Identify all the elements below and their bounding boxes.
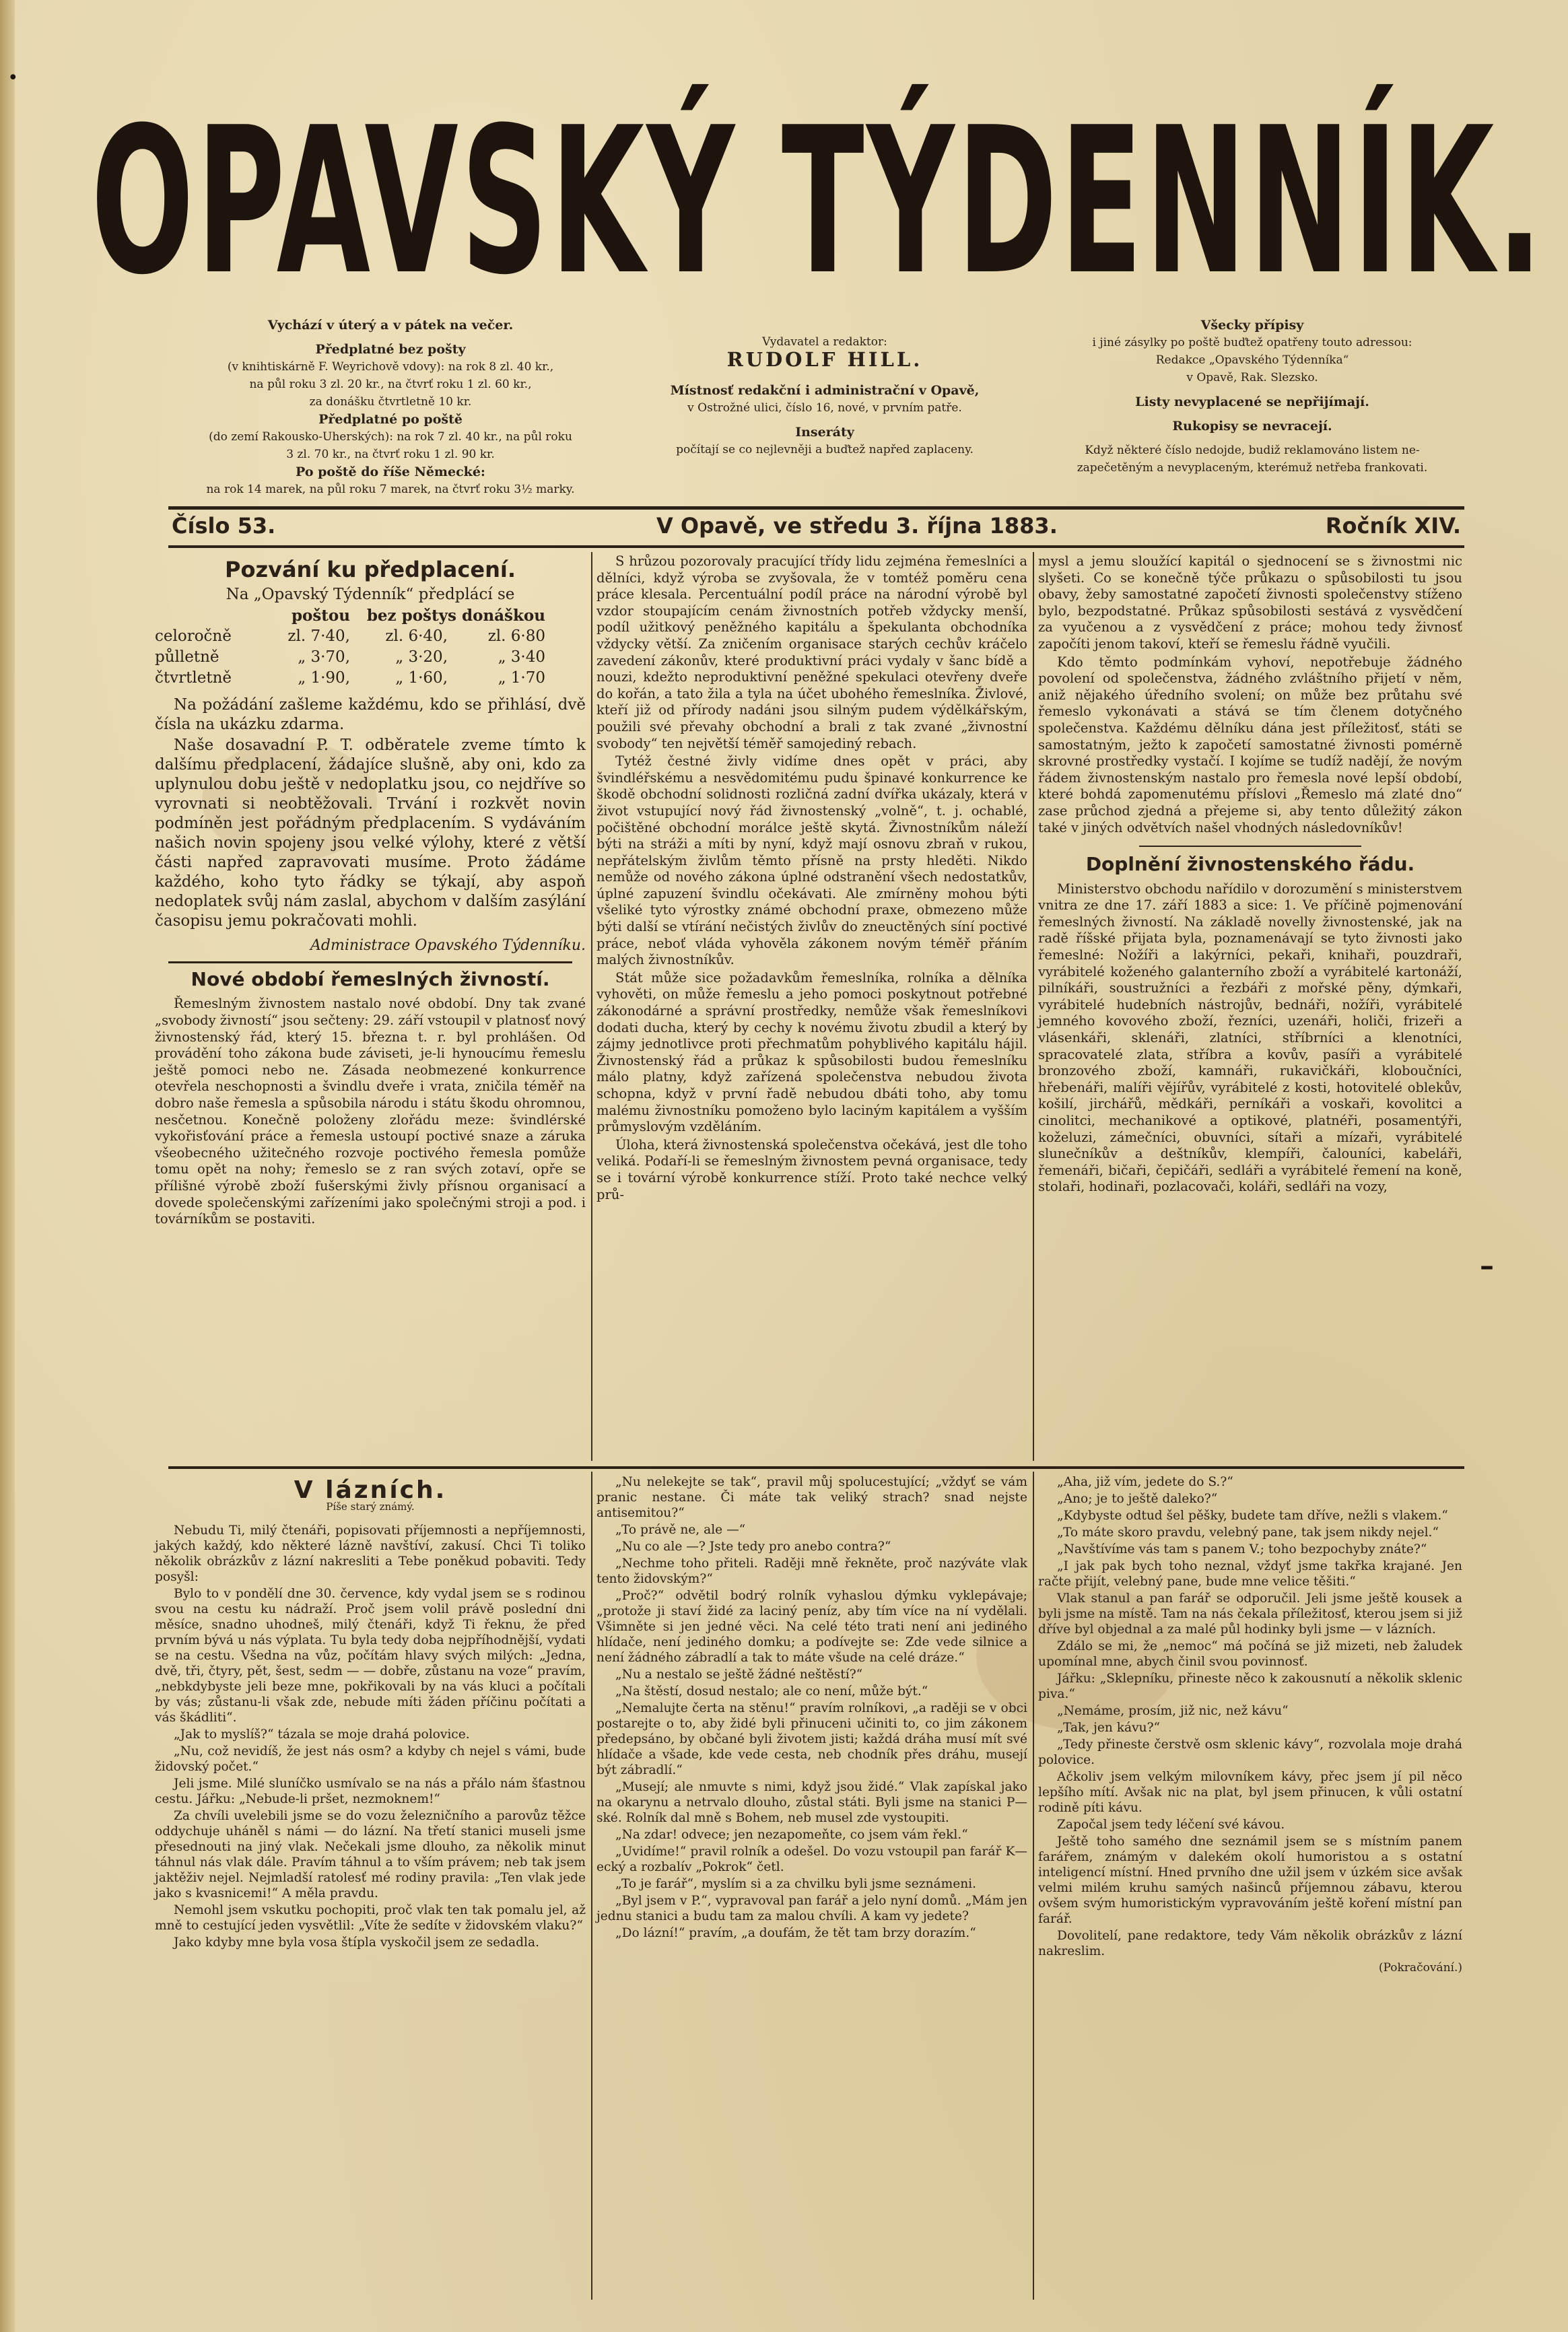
office-address: v Ostrožné ulici, číslo 16, nové, v prvním patře.	[687, 401, 962, 415]
schedule-text: Vychází v úterý a v pátek na večer.	[267, 318, 514, 333]
column-rule	[1033, 552, 1034, 1461]
margin-mark: ·	[8, 61, 18, 94]
paragraph: „I jak pak bych toho neznal, vždyť jsme takřka krajané. Jen račte přijít, velebný pane, bude mne velice těšiti.“	[1038, 1559, 1462, 1589]
paragraph: „Proč?“ odvětil bodrý rolník vyhaslou dýmku vyklepávaje; „protože ji staví židé za laciný peníz, aby tím více na ní vydělali. Všimněte si jen jedné věci. Na celé této trati není ani jediného hlídače, není jediného domku; a podívejte se: Zde vede silnice a není žádného zábradlí a tak to máte všude na celé dráze.“	[596, 1589, 1027, 1665]
feuilleton-column-2	[596, 1474, 1027, 1942]
subscription-intro: Na „Opavský Týdenník“ předplácí se	[226, 585, 515, 603]
claims-line: zapečetěným a nevyplaceným, kterémuž netřeba frankovati.	[1077, 461, 1428, 475]
paragraph: „Kdybyste odtud šel pěšky, budete tam dříve, nežli s vlakem.“	[1057, 1509, 1448, 1523]
paragraph: Tytéž čestné živly vidíme dnes opět v práci, aby švindléřskému a nesvědomitému pudu špinavé konkurrence ke škodě obchodní solidnosti rozličná zadní dvířka ukázaly, která v život vstupující nový řád živnostenský „volně“, t. j. ochablé, počištěné obchodní morálce ještě skytá. Živnostníkům náleží býti na stráži a míti by nyní, když mají osnovu zbraň v rukou, nepřátelským živlům těmto přísně na prsty hleděti. Nikdo nemůže od nového zákona úplné odstranění všech nedostatkův, úplné zapuzení švindlu očekávati. Ale zmírněny mohou býti všeliké tyto výrostky známé obchodní praxe, obmezeno může býti další se vtírání nečistých živlův do zneuctěných síní poctivé práce, neboť vláda vyhověla zákonem novým téměř přáním malých živnostníkův.	[596, 753, 1027, 968]
paragraph: Vlak stanul a pan farář se odporučil. Jeli jsme ještě kousek a byli jsme na místě. Tam na nás čekala příležitosť, kterou jsem si již dříve byl objednal a za malé půl hodinky byli jsme — v lázních.	[1038, 1591, 1462, 1637]
paragraph: Ještě toho samého dne seznámil jsem se s místním panem farářem, známým v dalekém okolí humoristou a s ostatní inteligencí místní. Hned prvního dne užil jsem v úzkém sice avšak velmi milém kruhu samých našinců příjemnou zábavu, kterou ovšem svým humoristickým vypravováním ještě koření místní pan farář.	[1038, 1834, 1462, 1926]
prices-heading: Předplatné bez pošty	[315, 342, 466, 357]
column-rule	[591, 1472, 592, 2300]
paragraph: „Ano; je to ještě daleko?“	[1057, 1492, 1218, 1506]
column-3	[1038, 553, 1462, 1197]
paragraph: Za chvíli uvelebili jsme se do vozu železničního a parovůz těžce oddychuje uháněl s námi — do lázní. Na třetí stanici museli jsme přesednouti na jiný vlak. Nečekali jsme dlouho, za několik minut táhnul nás vlak dále. Pravím táhnul a to vším právem; neb tak jsem jaktěživ nejel. Nejmladší ratolesť mé rodiny pravila: „Ten vlak jede jako s kvasnicemi!“ A měla pravdu.	[155, 1809, 586, 1900]
address-line: v Opavě, Rak. Slezsko.	[1186, 371, 1318, 384]
feuilleton-subtitle: Píše starý známý.	[326, 1501, 415, 1513]
paragraph: Na požádání zašleme každému, kdo se přihlásí, dvě čísla na ukázku zdarma.	[155, 696, 586, 734]
paragraph: „To právě ne, ale —“	[615, 1523, 746, 1537]
price-line: 3 zl. 70 kr., na čtvrť roku 1 zl. 90 kr.	[286, 448, 495, 461]
issue-line	[172, 513, 1461, 543]
paragraph: „Nechme toho přiteli. Raději mně řekněte, proč nazýváte vlak tento židovským?“	[596, 1556, 1027, 1586]
issue-number: Číslo 53.	[172, 513, 276, 539]
price-line: (v knihtiskárně F. Weyrichově vdovy): na rok 8 zl. 40 kr.,	[227, 360, 554, 374]
paragraph: Kdo těmto podmínkám vyhoví, nepotřebuje žádného povolení od společenstva, žádného zvláštního přijetí v něm, aniž nějakého úředního svolení; on může bez průtahu své řemeslo vykonávati a stává se tím členem dotyčného společenstva. Každému dělníku dána jest příležitosť, státi se samostatným, ježto k započetí samostatné živnosti pomérně skrovné prostředky vystačí. I kojíme se tudíž nadějí, že novým řádem živnostenským nastalo pro řemesla nové lepší období, které bohdá zapomenutému příslovi „Řemeslo má zlaté dno“ zase průchod zjedná a přejeme si, aby tento důležitý zákon také v jiných odvětvích našel vhodných následovníkův!	[1038, 654, 1462, 835]
claims-line: Když některé číslo nedojde, budiž reklamováno listem ne-	[1085, 444, 1420, 457]
price-line: (do zemí Rakousko-Uherských): na rok 7 zl. 40 kr., na půl roku	[209, 430, 572, 444]
price-line: na půl roku 3 zl. 20 kr., na čtvrť roku 1 zl. 60 kr.,	[249, 378, 532, 391]
paragraph: „To máte skoro pravdu, velebný pane, tak jsem nikdy nejel.“	[1057, 1525, 1439, 1540]
page-edge	[0, 0, 15, 2332]
feuilleton-column-3	[1038, 1474, 1462, 1976]
paragraph: „Tedy přineste čerstvě osm sklenic kávy“, rozvolala moje drahá polovice.	[1038, 1738, 1462, 1767]
issue-volume: Ročník XIV.	[1325, 513, 1461, 539]
publisher-info	[646, 333, 1003, 458]
column-2	[596, 553, 1027, 1204]
unpaid-notice: Listy nevyplacené se nepřijímají.	[1135, 395, 1369, 409]
paragraph: Dovolitelí, pane redaktore, tedy Vám několik obrázkův z lázní nakreslim.	[1038, 1929, 1462, 1958]
manuscripts-notice: Rukopisy se nevracejí.	[1172, 419, 1332, 434]
paragraph: mysl a jemu sloužící kapitál o sjednocení se s živnostmi nic slyšeti. Co se konečně týče průkazu o spůsobilosti tu jsou obavy, žeby samostatné započetí živnosti společenstvy stíženo bylo, bezpodstatné. Průkaz spůsobilosti sestává z vysvědčení za vyučenou a z vysvědčení z práce; mohou tedy živnosť započíti jenom takoví, kteří se řemeslu řádně vyučili.	[1038, 553, 1462, 652]
paragraph: „Aha, již vím, jedete do S.?“	[1057, 1475, 1233, 1489]
paragraph: Zdálo se mi, že „nemoc“ má počíná se již mizeti, neb žaludek upomínal mne, abych činil svou povinnosť.	[1038, 1639, 1462, 1669]
section-divider	[1139, 846, 1361, 847]
feuilleton-title: V lázních.	[294, 1476, 447, 1504]
price-table-row: půlletně „ 3·70, „ 3·20, „ 3·40	[155, 648, 545, 666]
column-rule	[591, 552, 592, 1461]
issue-date: V Opavě, ve středu 3. října 1883.	[656, 513, 1058, 539]
paragraph: „Nemáme, prosím, již nic, než kávu“	[1057, 1704, 1289, 1718]
publisher-label: Vydavatel a redaktor:	[762, 335, 887, 349]
paragraph: Ačkoliv jsem velkým milovníkem kávy, přec jsem jí pil něco lepšího mítí. Avšak nic na plat, byl jsem přinucen, k vůli ostatní rodině píti kávu.	[1038, 1770, 1462, 1815]
price-table-row: čtvrtletně „ 1·90, „ 1·60, „ 1·70	[155, 669, 545, 687]
section-divider	[168, 961, 572, 963]
paragraph: S hrůzou pozorovaly pracující třídy lidu zejména řemeslníci a dělníci, když výroba se zvyšovala, že v tomtéž poměru cena práce klesala. Percentuální podíl práce na národní výrobě byl vzdor stoupajícím cenám živnostních potřeb vždycky menší, podíl užitkový peněžného kapitálu a špekulanta obchodníka vždycky větší. Za zničením organisace starých cechův kráčelo zavedení zákonův, které produktivní práci vydaly v šanc bídě a nouzi, kdežto neproduktivní peněžné spekulaci otevřeny dveře do kořán, a tato žila a tyla na účet ubohého řemeslníka. Živlové, kteří již od přírody nadáni jsou silným pudem výdělkářským, použili své převahy obchodní a brali z tak zvané „živnostní svobody“ ten největší téměř samojediný rebach.	[596, 553, 1027, 751]
paragraph: „Na zdar! odvece; jen nezapomeňte, co jsem vám řekl.“	[615, 1828, 968, 1842]
article-headline: Nové období řemeslných živností.	[191, 967, 550, 990]
paragraph: Nemohl jsem vskutku pochopiti, proč vlak ten tak pomalu jel, až mně to cestující jeden vysvětlil: „Víte že sedíte v židovském vlaku?“	[155, 1903, 586, 1933]
paragraph: Stát může sice požadavkům řemeslníka, rolníka a dělníka vyhověti, on může řemeslu a jeho pomoci poskytnout potřebné zákonodárné a správní prostředky, nemůže však řemeslníkovi dodati ducha, který by cechy k novému životu zbudil a který by zájmy jednotlivce proti přechmatům pohyblivého kapitálu hájil. Živnostenský řád a průkaz k spůsobilosti budou řemeslníku málo platny, když zařízená společenstva nebudou života schopna, když v první řadě nebudou dbáti toho, aby tomu malému živnostníku pomoženo bylo laciným kapitálem a vyšším průmyslovým vzděláním.	[596, 969, 1027, 1135]
paragraph: „Uvidíme!“ pravil rolník a odešel. Do vozu vstoupil pan farář K—ecký a rozbalív „Pokrok“ četl.	[596, 1845, 1027, 1874]
paragraph: Úloha, která živnostenská společenstva očekává, jest dle toho veliká. Podaří-li se řemeslným živnostem pevná organisace, tedy se i tovární výrobě konkurrence stíží. Proto také nechce velký prů-	[596, 1136, 1027, 1202]
paragraph: „Na štěstí, dosud nestalo; ale co není, může být.“	[615, 1684, 928, 1699]
price-table-row: celoročně zl. 7·40, zl. 6·40, zl. 6·80	[155, 627, 545, 646]
continued-note: (Pokračování.)	[1378, 1961, 1462, 1975]
letters-line: i jiné zásylky po poště buďtež opatřeny touto adressou:	[1092, 336, 1412, 349]
price-line: za donášku čtvrtletně 10 kr.	[309, 395, 472, 409]
ads-heading: Inseráty	[795, 425, 854, 440]
column-rule	[1033, 1472, 1034, 2300]
paragraph: Bylo to v pondělí dne 30. července, kdy vydal jsem se s rodinou svou na cestu ku nádraží. Proč jsem volil právě poslední dni měsíce, snadno uhodneš, milý čtenáři, když Ti řeknu, že před prvním bývá u nás výplata. Tu byla tedy doba nejpříhodnější, vydati se na cestu. Všedna na vůz, počítám hlavy svých milých: „Jedna, dvě, tři, čtyry, pět, šest, sedm — — dobře, zůstanu na voze“ pravím, „nebkdybyste jeli beze mne, pokřikovali by na vás kluci a počítali by vás; zůstanu-li však zde, nebude míti žáden příčinu počítati a vás škádliti“.	[155, 1587, 586, 1725]
article-headline: Doplnění živnostenského řádu.	[1085, 853, 1415, 876]
column-1	[155, 557, 586, 1229]
header-rule	[168, 545, 1464, 548]
publisher-name: RUDOLF HILL.	[726, 348, 923, 371]
subscription-headline: Pozvání ku předplacení.	[225, 557, 516, 582]
paragraph: Naše dosavadní P. T. odběratele zveme tímto k dalšímu předplacení, žádajíce slušně, aby oni, kdo za uplynulou dobu ještě v nedoplatku jsou, co nejdříve so vyrovnati si neobtěžovali. Trvání i rozkvět novin podmíněn jest pořádným předplacením. S vydáváním našich novin spojeny jsou velké výlohy, které z větší části napřed zapravovati musíme. Proto žádáme každého, koho tyto řádky se týkají, aby aspoň nedoplatek svůj nám zaslal, abychom v dalším zasýlání časopisu jemu pokračovati mohli.	[155, 736, 586, 930]
office-heading: Místnosť redakční i administrační v Opavě,	[670, 383, 980, 398]
paragraph: Jako kdyby mne byla vosa štípla vyskočil jsem ze sedadla.	[174, 1935, 539, 1950]
paragraph: „Musejí; ale nmuvte s nimi, když jsou židé.“ Vlak zapískal jako na okarynu a netrvalo dlouho, zůstal státi. Byli jsme na stanici P—ské. Rolník dal mně s Bohem, neb musel zde vystoupiti.	[596, 1780, 1027, 1825]
postal-heading: Předplatné po poště	[318, 412, 463, 427]
price-table-header: poštou bez pošty s donáškou	[291, 607, 545, 625]
margin-mark: –	[1480, 1249, 1494, 1282]
correspondence-info	[1040, 316, 1464, 477]
letters-heading: Všecky přípisy	[1200, 318, 1304, 333]
paragraph: „Do lázní!“ pravím, „a doufám, že tět tam brzy dorazím.“	[615, 1926, 976, 1940]
germany-heading: Po poště do říše Německé:	[296, 465, 485, 479]
paragraph: Nebudu Ti, milý čtenáři, popisovati příjemnosti a nepříjemnosti, jakých každý, kdo některé lázně navštíví, zakusí. Chci Ti toliko několik obrázkův z lázní nakresliti a Tebe poněkud pobaviti. Tedy posyšl:	[155, 1523, 586, 1584]
masthead-title: OPAVSKÝ TÝDENNÍK.	[91, 84, 1545, 319]
address-line: Redakce „Opavského Týdenníka“	[1155, 353, 1349, 367]
paragraph: Započal jsem tedy léčení své kávou.	[1057, 1818, 1285, 1832]
feuilleton-column-1	[155, 1474, 586, 1952]
paragraph: „Nu, což nevidíš, že jest nás osm? a kdyby ch nejel s vámi, bude židovský počet.“	[155, 1744, 586, 1774]
subscription-info	[172, 316, 609, 498]
paragraph: Ministerstvo obchodu nařídilo v dorozumění s ministerstvem vnitra ze dne 17. září 1883 a sice: 1. Ve příčině pojmenování řemeslných živností. Na základě novelly živnostenské, jak na radě říšské přijata byla, poznamenávají se tyto živnosti jako řemeslné: Nožíři a lakýrníci, pekaři, knihaři, pouzdraři, vyrábitelé koženého galanterního zboží a vyrábitelé kartonáží, pilníkáři, soustružníci a řezbáři z mořské pěny, dýmkaři, vyrábitelé hudebních nástrojův, bednáři, nožíři, vyrábitelé jemného kovového zboží, řezníci, uzenáři, holiči, frizeři a vlásenkáři, sklenáři, zlatníci, stříbrníci a klenotníci, spracovatelé zlata, stříbra a kovův, pasíři a vyrábitelé bronzového zboží, kamnáři, rukavičkáři, kloboučníci, hřebenáři, malíři vějířův, vyrábitelé z kosti, hotovitelé oblekův, košilí, jirchářů, mědkáři, perníkáři a voskaři, kovolitci a cinolitci, mechanikové a optikové, platnéři, posamentýři, koželuzi, zámečníci, obuvníci, sítaři a mízaři, vyrábitelé slunečníkův a deštníkův, klempíři, čalouníci, kabeláři, řemenáři, bičaři, čepičáři, sedláři a vyrábitelé řemení na koně, stolaři, hodinaři, pozlacovači, koláři, sedláři na vozy,	[1038, 881, 1462, 1195]
paragraph: „Jak to myslíš?“ tázala se moje drahá polovice.	[174, 1727, 470, 1742]
paragraph: „Nu a nestalo se ještě žádné neštěstí?“	[615, 1668, 863, 1682]
paragraph: Jeli jsme. Milé sluníčko usmívalo se na nás a přálo nám šťastnou cestu. Jářku: „Nebude-li pršet, nezmoknem!“	[155, 1777, 586, 1806]
paragraph: „Nu co ale —? Jste tedy pro anebo contra?“	[615, 1540, 891, 1554]
paragraph: Řemeslným živnostem nastalo nové období. Dny tak zvané „svobody živností“ jsou sečteny: 29. září vstoupil v platnosť nový živnostenský řád, který 15. března t. r. byl prohlášen. Od provádění toho zákona bude záviseti, je-li hynoucímu řemeslu ještě pomoci nebo ne. Zásada neobmezené konkurrence otevřela neschopnosti a švindlu dveře i vrata, zničila téměř na dobro naše řemesla a spůsobila národu i státu škodu ohromnou, nesčetnou. Konečně položeny zlořádu meze: švindlérské vykořisťování práce a řemesla ustoupí poctivé snaze a záruka všeobecného užitečného rozvoje poctivého řemesla pomůže tomu opět na nohy; řemeslo se z ran svých zotaví, opře se přílišné výrobě zboží fušerskými živly přísnou organisací a dovede společenskými zařízeními jako společnými stroji a pod. i továrníkům se postaviti.	[155, 996, 586, 1227]
price-line: na rok 14 marek, na půl roku 7 marek, na čtvrť roku 3½ marky.	[206, 483, 575, 496]
ads-text: počítají se co nejlevněji a buďtež napřed zaplaceny.	[676, 443, 974, 456]
paragraph: Jářku: „Sklepníku, přineste něco k zakousnutí a několik sklenic piva.“	[1038, 1672, 1462, 1701]
paragraph: „Navštívíme vás tam s panem V.; toho bezpochyby znáte?“	[1057, 1542, 1427, 1556]
feuilleton-rule	[168, 1466, 1464, 1469]
paragraph: „Nu nelekejte se tak“, pravil můj spolucestující; „vždyť se vám pranic nestane. Či máte tak veliký strach? snad nejste antisemitou?“	[596, 1475, 1027, 1520]
signature: Administrace Opavského Týdenníku.	[310, 937, 586, 955]
price-table	[155, 605, 586, 689]
paragraph: „Tak, jen kávu?“	[1057, 1721, 1161, 1735]
paragraph: „Nemalujte čerta na stěnu!“ pravím rolníkovi, „a raději se v obci postarejte o to, aby židé byli přinuceni učiniti to, co jim zákonem předepsáno, by občané byli životem jisti; každá dráha musí mít své hlídače a všade, kde vede cesta, neb chodník přes dráhu, musejí být zábradlí.“	[596, 1701, 1027, 1777]
paragraph: „To je farář“, myslím si a za chvilku byli jsme seznámeni.	[615, 1877, 977, 1891]
header-rule	[168, 506, 1464, 510]
paragraph: „Byl jsem v P.“, vypravoval pan farář a jelo nyní domů. „Mám jen jednu stanici a budu tam za malou chvíli. A kam vy jedete?	[596, 1894, 1027, 1923]
